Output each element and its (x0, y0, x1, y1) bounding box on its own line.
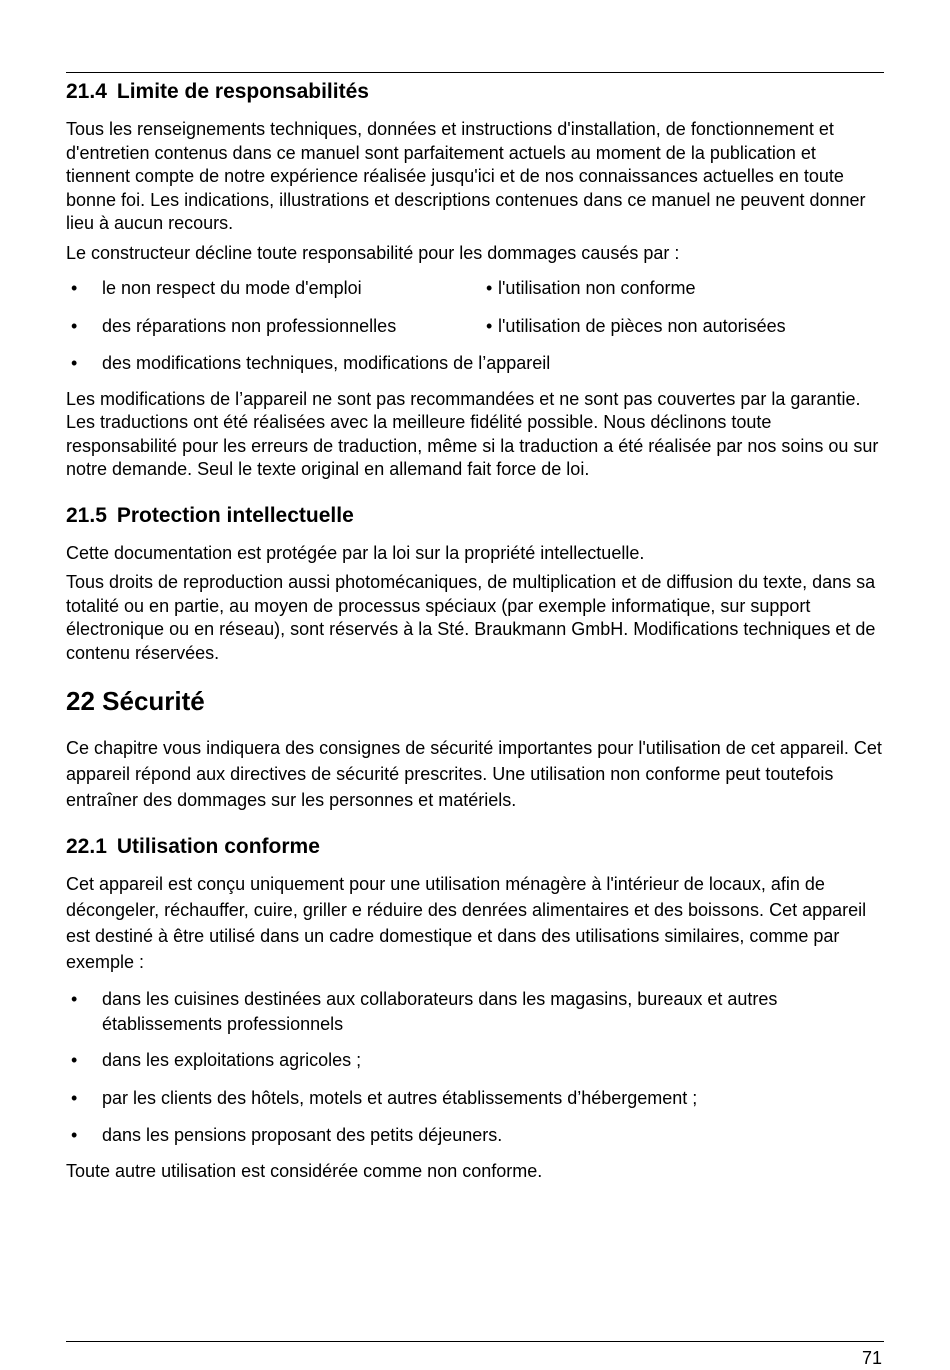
top-rule (66, 72, 884, 73)
page-number: 71 (861, 1348, 882, 1368)
bullet-icon: • (71, 315, 78, 336)
heading-22: 22 Sécurité (66, 686, 205, 716)
paragraph: Cette documentation est protégée par la loi sur la propriété intellectuelle. (66, 542, 645, 563)
paragraph: Toute autre utilisation est considérée comme non conforme. (66, 1160, 543, 1181)
list-item: • l'utilisation non conforme (484, 277, 696, 301)
list-item: • le non respect du mode d'emploi (66, 277, 484, 301)
bullet-icon: • (71, 278, 78, 298)
bullet-icon: • (71, 989, 78, 1009)
bullet-icon: • (71, 1050, 78, 1070)
bullet-icon: • (486, 278, 493, 298)
paragraph: Tous les renseignements techniques, données et instructions d'installation, de fonctionnement et d'entretien contenus dans ce manuel sont parfaitement actuels au moment de la publication et tiennent compte de notre expérience réalisée jusqu'ici et de nos connaissances actuelles en toute bonne foi. Les indications, illustrations et descriptions contenues dans ce manuel ne peuvent donner lieu à aucun recours. (66, 119, 866, 233)
list-item: • dans les cuisines destinées aux collaborateurs dans les magasins, bureaux et autres établissements professionnels (71, 989, 778, 1034)
list-item: • l'utilisation de pièces non autorisées (484, 315, 786, 339)
list-item: • dans les exploitations agricoles ; (66, 1049, 884, 1073)
page-content (66, 78, 884, 1183)
heading-title: Protection intellectuelle (116, 503, 354, 527)
bullet-list (66, 352, 884, 376)
paragraph: Ce chapitre vous indiquera des consignes de sécurité importantes pour l'utilisation de cet appareil. Cet appareil répond aux directives de sécurité prescrites. Une utilisation non conforme peut toutefois entraîner des dommages sur les personnes et matériels. (66, 738, 882, 810)
list-item: • dans les pensions proposant des petits déjeuners. (66, 1124, 884, 1148)
heading-22-1 (66, 833, 884, 861)
bullet-icon: • (71, 1125, 78, 1145)
list-item: • des réparations non professionnelles (66, 315, 484, 339)
heading-title: Utilisation conforme (116, 835, 320, 858)
bullet-icon: • (71, 1087, 78, 1108)
list-item: • par les clients des hôtels, motels et autres établissements d’hébergement ; (66, 1087, 884, 1111)
paragraph: Les modifications de l’appareil ne sont pas recommandées et ne sont pas couvertes par la garantie. Les traductions ont été réalisées avec la meilleure fidélité possible. Nous déclinons toute responsabilité pour les erreurs de traduction, même si la traduction a été réalisée par nos soins ou sur notre demande. Seul le texte original en allemand fait force de loi. (66, 388, 879, 479)
bullet-row (66, 315, 884, 339)
heading-number: 22.1 (66, 835, 107, 858)
heading-number: 21.5 (66, 503, 107, 527)
heading-21-5 (66, 502, 884, 530)
list-item: • des modifications techniques, modifications de l’appareil (66, 352, 884, 376)
bullet-icon: • (486, 315, 493, 336)
heading-number: 21.4 (66, 80, 107, 103)
bullet-list (66, 987, 884, 1148)
heading-21-4 (66, 78, 884, 106)
bottom-rule (66, 1341, 884, 1342)
bullet-icon: • (71, 353, 78, 373)
paragraph: Cet appareil est conçu uniquement pour une utilisation ménagère à l'intérieur de locaux, afin de décongeler, réchauffer, cuire, griller e réduire des denrées alimentaires et des boissons. Cet appareil est destiné à être utilisé dans un cadre domestique et dans des utilisations similaires, comme par exemple : (66, 874, 867, 972)
bullet-row (66, 277, 884, 301)
heading-title: Limite de responsabilités (116, 80, 369, 103)
paragraph: Le constructeur décline toute responsabilité pour les dommages causés par : (66, 242, 680, 263)
paragraph: Tous droits de reproduction aussi photomécaniques, de multiplication et de diffusion du texte, dans sa totalité ou en partie, au moyen de processus spéciaux (par exemple informatique, sur support électronique ou en réseau), sont réservés à la Sté. Braukmann GmbH. Modifications techniques et de contenu réservées. (66, 572, 876, 663)
